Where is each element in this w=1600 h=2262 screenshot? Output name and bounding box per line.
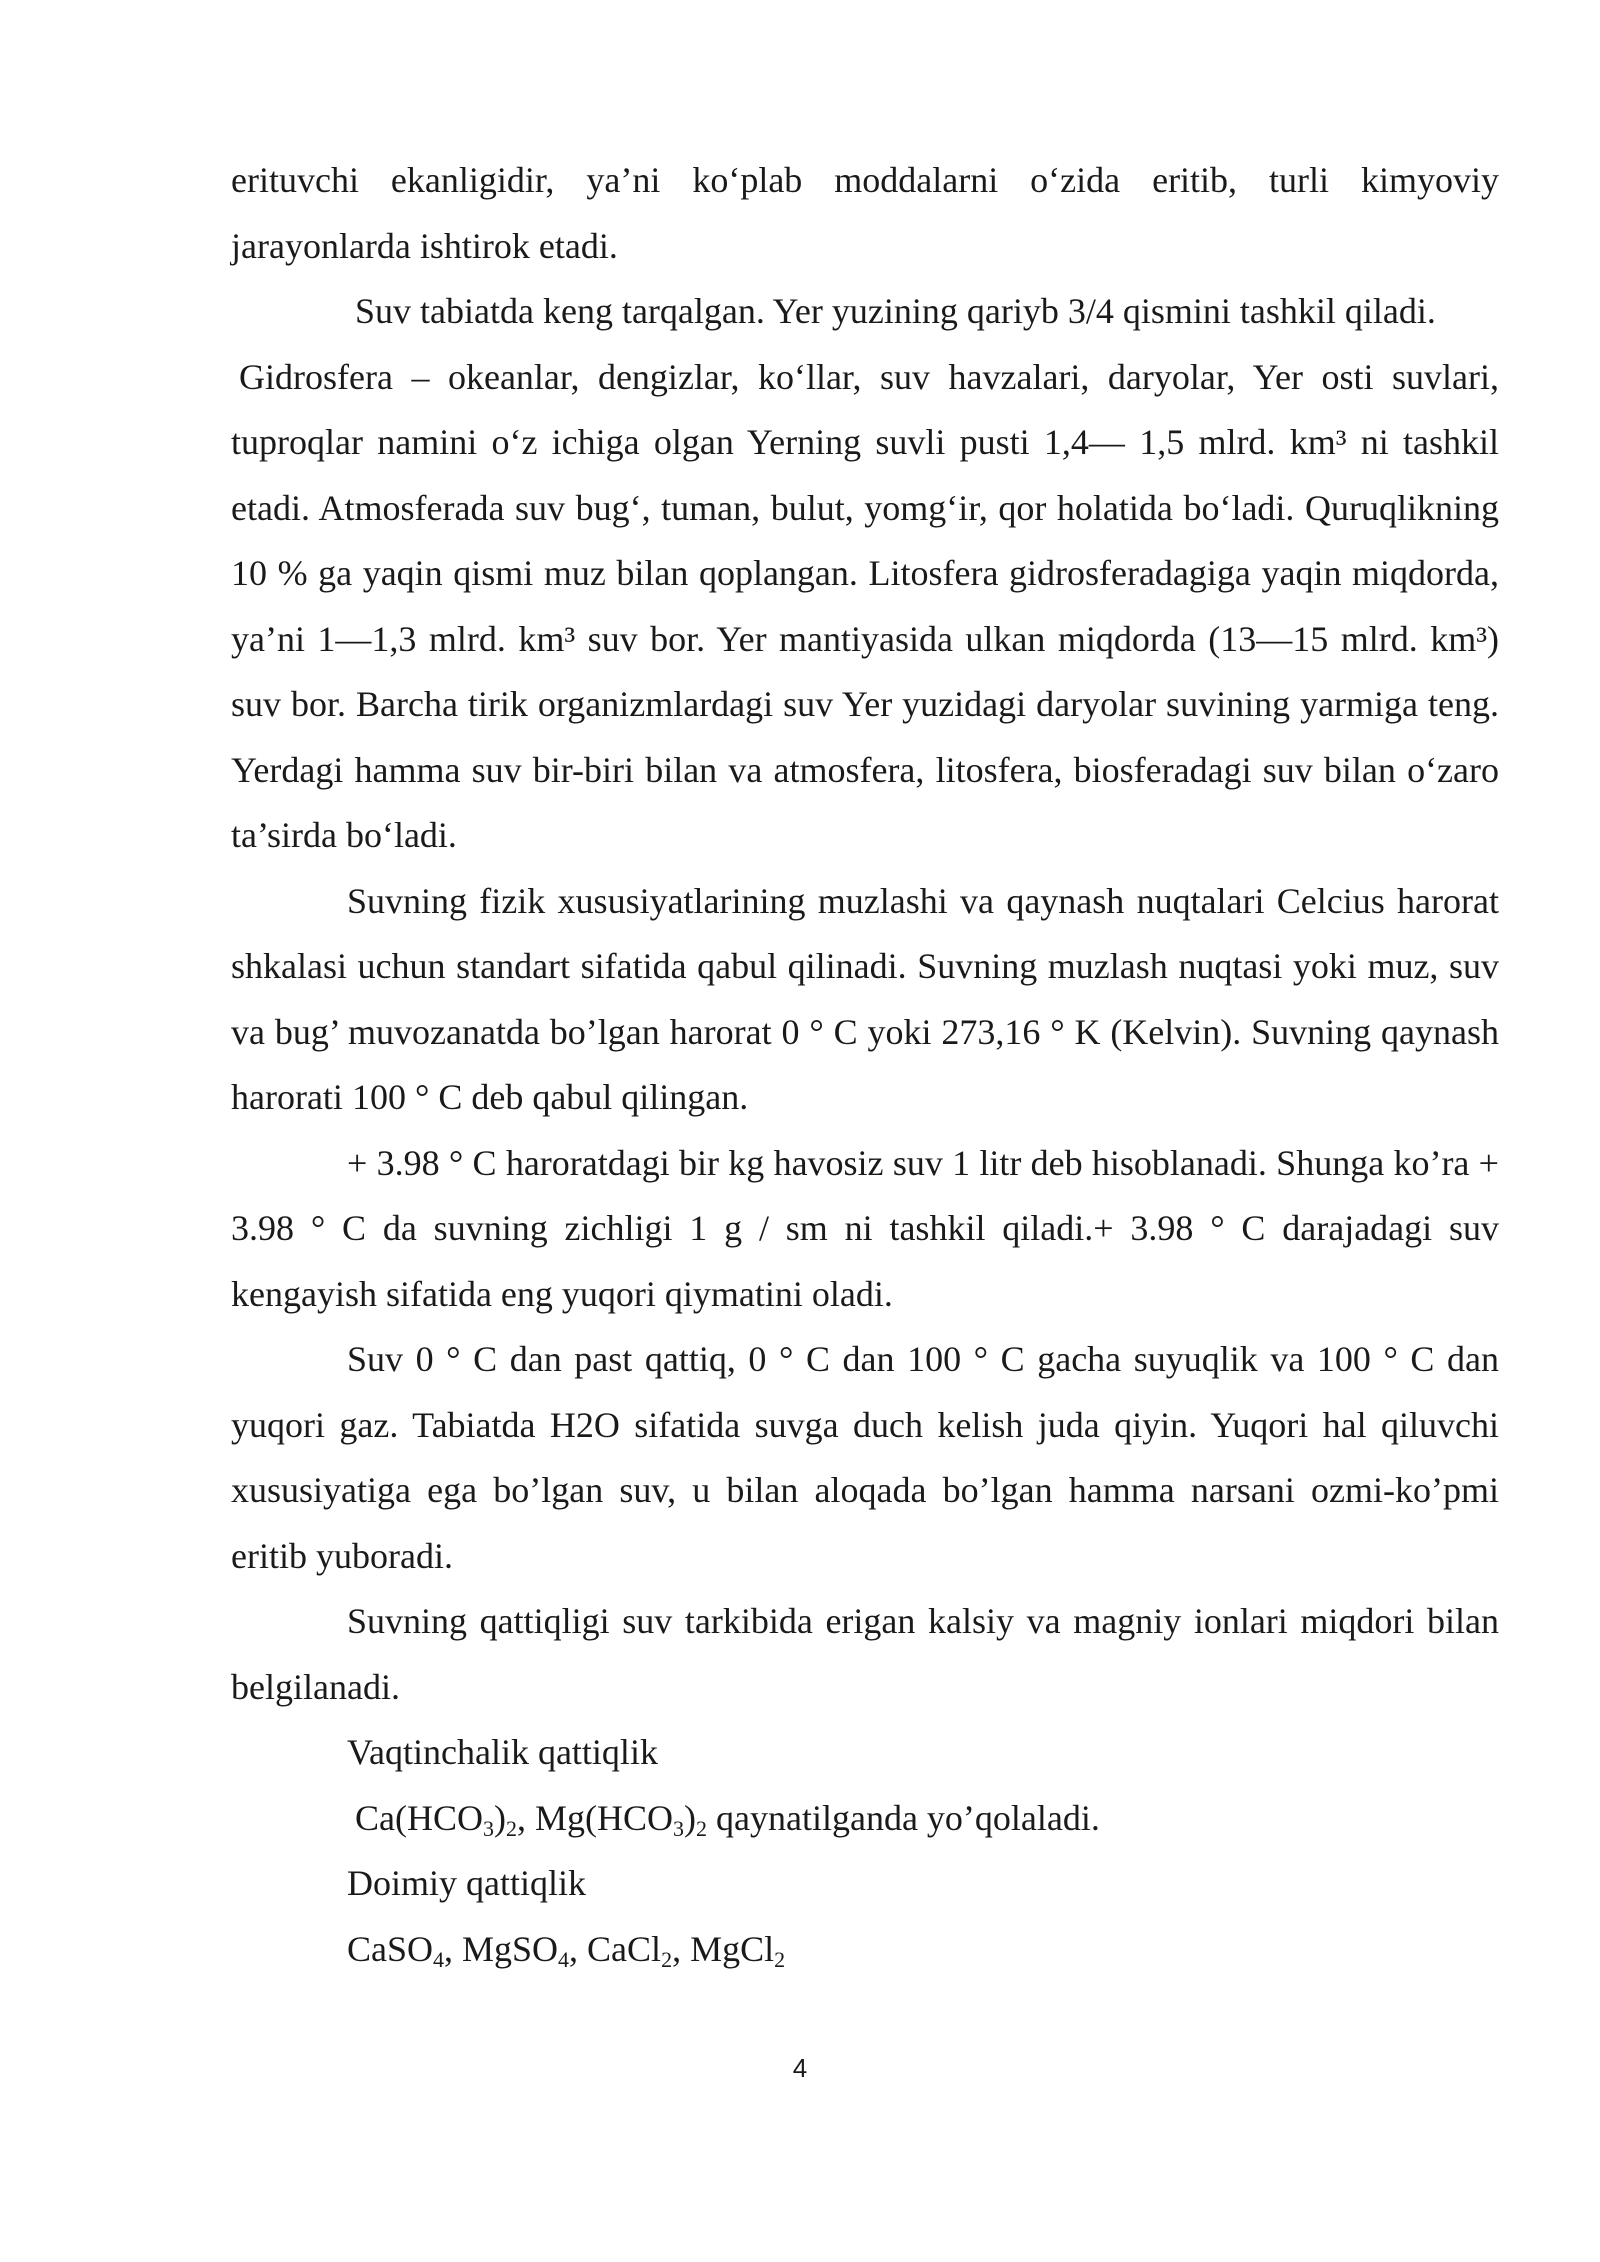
paragraph-states: Suv 0 ° C dan past qattiq, 0 ° C dan 100 ° C gacha suyuqlik va 100 ° C dan yuqori gaz. Tabiatda H2O sifatida suvga duch kelish juda qiyin. Yuqori hal qiluvchi xususiyatiga ega bo’lgan suv, u bilan aloqada bo’lgan hamma narsani ozmi-ko’pmi eritib yuboradi. bbox=[231, 1339, 1499, 1576]
page-number: 4 bbox=[792, 2053, 808, 2083]
paragraph-hydrosphere: Gidrosfera – okeanlar, dengizlar, ko‘llar, suv havzalari, daryolar, Yer osti suvlari, tuproqlar namini o‘z ichiga olgan Yerning suvli pusti 1,4— 1,5 mlrd. km³ ni tashkil etadi. Atmosferada suv bug‘, tuman, bulut, yomg‘ir, qor holatida bo‘ladi. Quruqlikning 10 % ga yaqin qismi muz bilan qoplangan. Litosfera gidrosferadagiga yaqin miqdorda, ya’ni 1—1,3 mlrd. km³ suv bor. Yer mantiyasida ulkan miqdorda (13—15 mlrd. km³) suv bor. Barcha tirik organizmlardagi suv Yer yuzidagi daryolar suvining yarmiga teng. Yerdagi hamma suv bir-biri bilan va atmosfera, litosfera, biosferadagi suv bilan o‘zaro ta’sirda bo‘ladi. bbox=[231, 356, 1499, 855]
paragraph-water-distribution: Suv tabiatda keng tarqalgan. Yer yuzining qariyb 3/4 qismini tashkil qiladi. bbox=[355, 291, 1436, 331]
temporary-hardness-heading: Vaqtinchalik qattiqlik bbox=[347, 1732, 658, 1772]
document-body bbox=[231, 148, 1499, 1982]
temporary-hardness-formula: $Ca(HCO_3)_2$, $Mg(HCO_3)_2$ qaynatilganda yo’qolaladi. bbox=[355, 1797, 1100, 1841]
paragraph-density: + 3.98 ° C haroratdagi bir kg havosiz suv 1 litr deb hisoblanadi. Shunga ko’ra + 3.98 ° C da suvning zichligi 1 g / sm ni tashkil qiladi.+ 3.98 ° C darajadagi suv kengayish sifatida eng yuqori qiymatini oladi. bbox=[231, 1142, 1499, 1314]
paragraph-hardness: Suvning qattiqligi suv tarkibida erigan kalsiy va magniy ionlari miqdori bilan belgilanadi. bbox=[231, 1601, 1499, 1707]
permanent-hardness-heading: Doimiy qattiqlik bbox=[347, 1863, 586, 1903]
paragraph-physical-properties: Suvning fizik xususiyatlarining muzlashi va qaynash nuqtalari Celcius harorat shkalasi uchun standart sifatida qabul qilinadi. Suvning muzlash nuqtasi yoki muz, suv va bug’ muvozanatda bo’lgan harorat 0 ° C yoki 273,16 ° K (Kelvin). Suvning qaynash harorati 100 ° C deb qabul qilingan. bbox=[231, 880, 1499, 1117]
paragraph-continuation: erituvchi ekanligidir, ya’ni ko‘plab moddalarni o‘zida eritib, turli kimyoviy jarayonlarda ishtirok etadi. bbox=[231, 160, 1499, 266]
permanent-hardness-formula: CaSO$_4$, MgSO$_4$, CaCl$_2$, MgCl$_2$ bbox=[347, 1928, 786, 1972]
